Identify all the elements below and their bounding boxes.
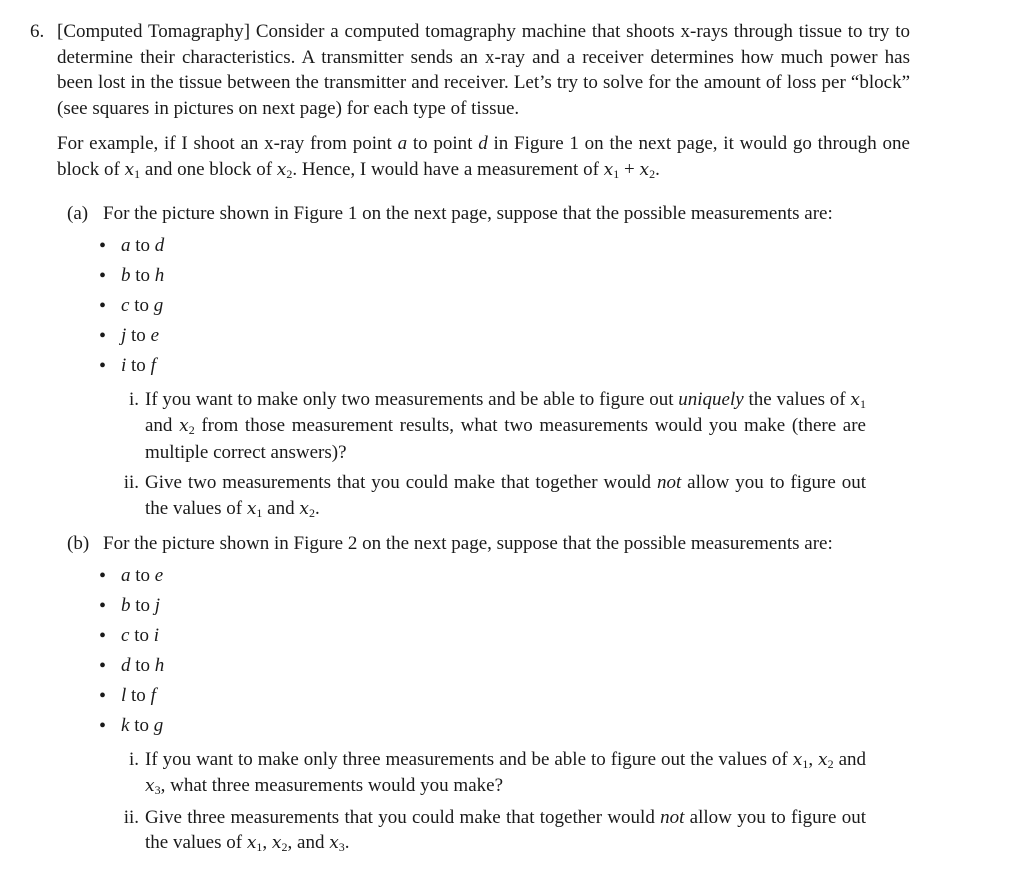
measurement-item: • j to e	[121, 321, 910, 351]
question-label: ii.	[123, 806, 139, 828]
part-b-label: (b)	[67, 533, 90, 554]
measurement-item: • k to g	[121, 711, 910, 741]
problem-number: 6.	[30, 21, 45, 42]
problem-6	[30, 19, 910, 857]
problem-body	[57, 19, 910, 857]
bullet: •	[99, 624, 107, 647]
measurement-item: • a to e	[121, 561, 910, 591]
part-b	[67, 531, 910, 857]
var-x1: $x_1$	[246, 833, 263, 854]
var-x1: $x_1$	[603, 159, 620, 181]
bullet: •	[99, 324, 107, 347]
measurement-item: • c to g	[121, 291, 910, 321]
point-d: d	[478, 133, 488, 154]
problem-intro	[57, 19, 910, 121]
bullet: •	[99, 564, 107, 587]
example-text: and one block of	[140, 158, 277, 180]
bullet: •	[99, 264, 107, 287]
var-x2: $x_2$	[299, 498, 315, 520]
var-x2: $x_2$	[179, 416, 195, 437]
bullet: •	[99, 354, 107, 377]
emphasis-not: not	[656, 472, 682, 493]
measurement-item: • d to h	[121, 651, 910, 681]
example-text: . Hence, I would have a measurement of	[292, 158, 604, 180]
var-x2: $x_2$	[271, 833, 288, 854]
part-a-measurement-list	[67, 231, 910, 381]
emphasis-uniquely: uniquely	[678, 388, 744, 410]
measurement-item: • c to i	[121, 621, 910, 651]
measurement-item: • b to h	[121, 261, 910, 291]
var-x1: $x_1$	[792, 749, 809, 771]
var-x3: $x_3$	[145, 776, 161, 797]
measurement-item: • a to d	[121, 231, 910, 261]
bullet: •	[99, 684, 107, 707]
part-b-question-ii	[111, 805, 866, 857]
intro-text: Consider a computed tomagraphy machine that shoots x-rays through tissue to try to determine their characteristics. A transmitter sends an x-ray and a receiver determines how much power has been lost in the tissue between the transmitter and receiver. Let’s try to solve for the amount of loss per “block” (see squares in pictures on next page) for each type of tissue.	[57, 21, 910, 119]
plus-sign: +	[619, 158, 640, 180]
var-x1: $x_1$	[850, 389, 866, 411]
example-text: in Figure 1 on the next page, it would go through one block of	[57, 133, 910, 180]
question-text: If you want to make only three measurements and be able to figure out the values of $x_1$, $x_2$ and $x_3$, what three measurements would you make?	[145, 748, 867, 797]
part-a	[67, 201, 910, 522]
point-a: a	[397, 133, 408, 154]
example-text: .	[655, 158, 660, 180]
measurement-item: • b to j	[121, 591, 910, 621]
var-x2: $x_2$	[639, 159, 656, 181]
var-x2: $x_2$	[818, 749, 834, 771]
question-text: Give two measurements that you could make that together would not allow you to figure out the values of $x_1$ and $x_2$.	[145, 472, 866, 520]
part-b-text: For the picture shown in Figure 2 on the next page, suppose that the possible measurements are:	[103, 533, 833, 554]
question-label: i.	[128, 388, 139, 410]
part-a-label: (a)	[67, 203, 89, 224]
var-x1: $x_1$	[124, 159, 141, 181]
example-text: to point	[407, 133, 479, 154]
question-text: Give three measurements that you could make that together would not allow you to figure out the values of $x_1$, $x_2$, and $x_3$.	[145, 806, 866, 854]
bullet: •	[99, 594, 107, 617]
question-label: ii.	[123, 472, 139, 493]
example-paragraph	[57, 131, 910, 183]
bullet: •	[99, 234, 107, 257]
question-text: If you want to make only two measurements and be able to figure out uniquely the values of $x_1$ and $x_2$ from those measurement results, what two measurements would you make (there are multiple correct answers)?	[145, 388, 866, 463]
part-b-measurement-list	[67, 561, 910, 741]
part-b-question-i	[111, 747, 866, 800]
var-x2: $x_2$	[276, 159, 293, 181]
emphasis-not: not	[660, 806, 685, 828]
question-label: i.	[128, 748, 139, 770]
part-a-question-ii	[111, 470, 866, 522]
var-x1: $x_1$	[246, 498, 263, 520]
bullet: •	[99, 714, 107, 737]
var-x3: $x_3$	[329, 833, 345, 854]
measurement-item: • i to f	[121, 351, 910, 381]
part-a-question-i	[111, 387, 866, 466]
part-a-text: For the picture shown in Figure 1 on the next page, suppose that the possible measurements are:	[103, 203, 833, 224]
measurement-item: • l to f	[121, 681, 910, 711]
bullet: •	[99, 294, 107, 317]
example-text: For example, if I shoot an x-ray from point	[57, 133, 398, 154]
intro-title: [Computed Tomagraphy]	[57, 21, 251, 42]
bullet: •	[99, 654, 107, 677]
